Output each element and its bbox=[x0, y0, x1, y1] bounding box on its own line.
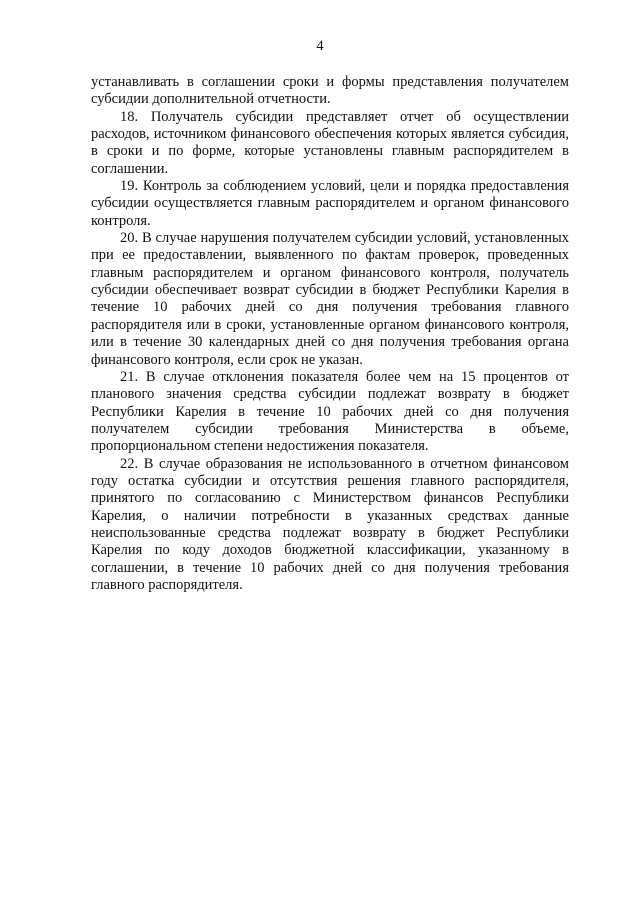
paragraph-item-20: 20. В случае нарушения получателем субсидии условий, установленных при ее предоставлении, выявленного по фактам проверок, проведенных главным распорядителем и органом финансового контроля, получатель субсидии обеспечивает возврат субсидии в бюджет Республики Карелия в течение 10 рабочих дней со дня получения требования главного распорядителя или в сроки, установленные органом финансового контроля, или в течение 30 календарных дней со дня получения требования органа финансового контроля, если срок не указан. bbox=[91, 230, 569, 368]
paragraph-item-21: 21. В случае отклонения показателя более чем на 15 процентов от планового значения средства субсидии подлежат возврату в бюджет Республики Карелия в течение 10 рабочих дней со дня получения получателем субсидии требования Министерства в объеме, пропорциональном степени недостижения показателя. bbox=[91, 368, 569, 455]
paragraph-item-18: 18. Получатель субсидии представляет отчет об осуществлении расходов, источником финансового обеспечения которых является субсидия, в сроки и по форме, которые установлены главным распорядителем в соглашении. bbox=[91, 108, 569, 177]
paragraph-item-22: 22. В случае образования не использованного в отчетном финансовом году остатка субсидии и отсутствия решения главного распорядителя, принятого по согласованию с Министерством финансов Республики Карелия, о наличии потребности в указанных средствах данные неиспользованные средства подлежат возврату в бюджет Республики Карелия по коду доходов бюджетной классификации, указанному в соглашении, в течение 10 рабочих дней со дня получения требования главного распорядителя. bbox=[91, 455, 569, 593]
paragraph-item-19: 19. Контроль за соблюдением условий, цели и порядка предоставления субсидии осуществляется главным распорядителем и органом финансового контроля. bbox=[91, 178, 569, 229]
page-number: 4 bbox=[316, 38, 324, 54]
paragraph-continuation: устанавливать в соглашении сроки и формы представления получателем субсидии дополнительной отчетности. bbox=[91, 74, 569, 108]
document-body bbox=[91, 74, 569, 594]
